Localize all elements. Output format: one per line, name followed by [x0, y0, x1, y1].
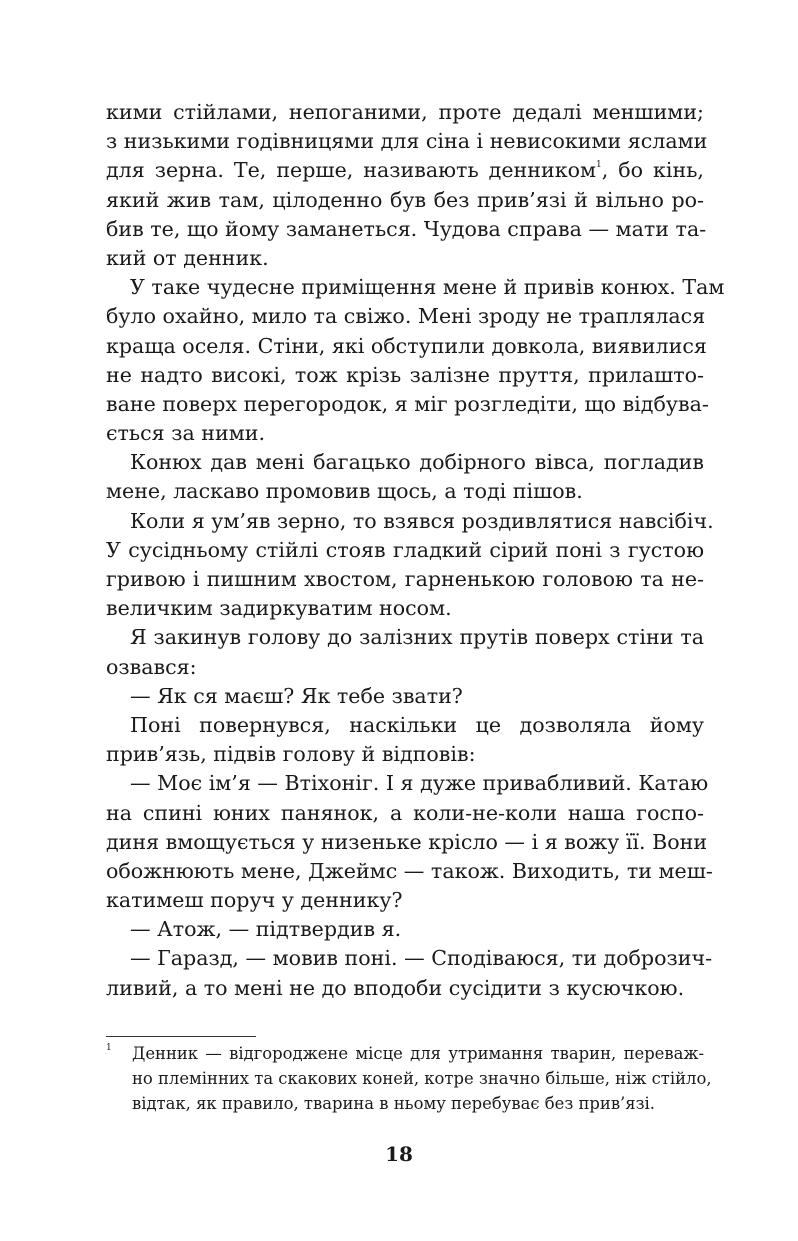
text-line: ється за ними.	[106, 421, 266, 446]
text-line: катимеш поруч у деннику?	[106, 888, 403, 913]
text-fragment: , бо кінь,	[601, 158, 704, 183]
text-line: краща оселя. Стіни, які обступили довкола, виявилися	[106, 333, 707, 358]
text-line: Поні повернувся, наскільки це дозволяла йому	[130, 712, 704, 737]
text-line: на спині юних панянок, а коли-не-коли наша госпо-	[106, 800, 704, 825]
text-line: Коли я ум’яв зерно, то взявся роздивлятися навсібіч.	[130, 508, 714, 533]
text-line: обожнюють мене, Джеймс — також. Виходить, ти меш-	[106, 858, 713, 883]
text-line: кий от денник.	[106, 245, 269, 270]
text-line: ване поверх перегородок, я міг розгледіти, що відбува-	[106, 391, 709, 416]
text-line: диня вмощується у низеньке крісло — і я вожу її. Вони	[106, 829, 708, 854]
footnote-mark: 1	[106, 1043, 112, 1053]
text-line: — Як ся маєш? Як тебе звати?	[130, 683, 463, 708]
text-line: — Гаразд, — мовив поні. — Сподіваюся, ти доброзич-	[130, 946, 713, 971]
text-line: було охайно, мило та свіжо. Мені зроду не траплялася	[106, 304, 706, 329]
text-line	[106, 156, 704, 185]
text-line: У сусідньому стійлі стояв гладкий сірий поні з густою	[106, 537, 704, 562]
footnote-line: но племінних та скакових коней, котре значно більше, ніж стійло,	[132, 1069, 712, 1088]
text-line: озвався:	[106, 654, 197, 679]
text-line: Конюх дав мені багацько добірного вівса, погладив	[130, 450, 704, 475]
footnote-divider	[106, 1036, 256, 1037]
text-line: мене, ласкаво промовив щось, а тоді пішов.	[106, 479, 583, 504]
text-line: — Атож, — підтвердив я.	[130, 917, 402, 942]
text-line: величким задиркуватим носом.	[106, 596, 452, 621]
page-number: 18	[385, 1142, 413, 1166]
footnote-line	[106, 1041, 704, 1066]
text-line: не надто високі, тож крізь залізне пруття, прилашто-	[106, 362, 704, 387]
text-line: Я закинув голову до залізних прутів поверх стіни та	[130, 625, 704, 650]
text-line: прив’язь, підвів голову й відповів:	[106, 742, 476, 767]
main-text	[106, 98, 725, 1003]
footnote-text: Денник — відгороджене місце для утримання тварин, переваж-	[132, 1044, 704, 1063]
text-line: бив те, що йому заманеться. Чудова справа — мати та-	[106, 216, 707, 241]
text-fragment: для зерна. Те, перше, називають денником	[106, 158, 596, 183]
footnote	[106, 1041, 712, 1116]
text-line: з низькими годівницями для сіна і невисокими яслами	[106, 129, 708, 154]
footnote-reference[interactable]: 1	[595, 160, 602, 171]
text-line: кими стійлами, непоганими, проте дедалі меншими;	[106, 100, 704, 124]
footnote-line: відтак, як правило, тварина в ньому перебуває без прив’язі.	[132, 1094, 655, 1113]
text-line: гривою і пишним хвостом, гарненькою головою та не-	[106, 567, 704, 591]
text-line: — Моє ім’я — Втіхоніг. І я дуже привабливий. Катаю	[130, 771, 709, 796]
text-line: який жив там, цілоденно був без прив’язі й вільно ро-	[106, 187, 704, 212]
text-line: ливий, а то мені не до вподоби сусідити з кусючкою.	[106, 975, 685, 1000]
text-line: У таке чудесне приміщення мене й привів конюх. Там	[130, 275, 725, 300]
